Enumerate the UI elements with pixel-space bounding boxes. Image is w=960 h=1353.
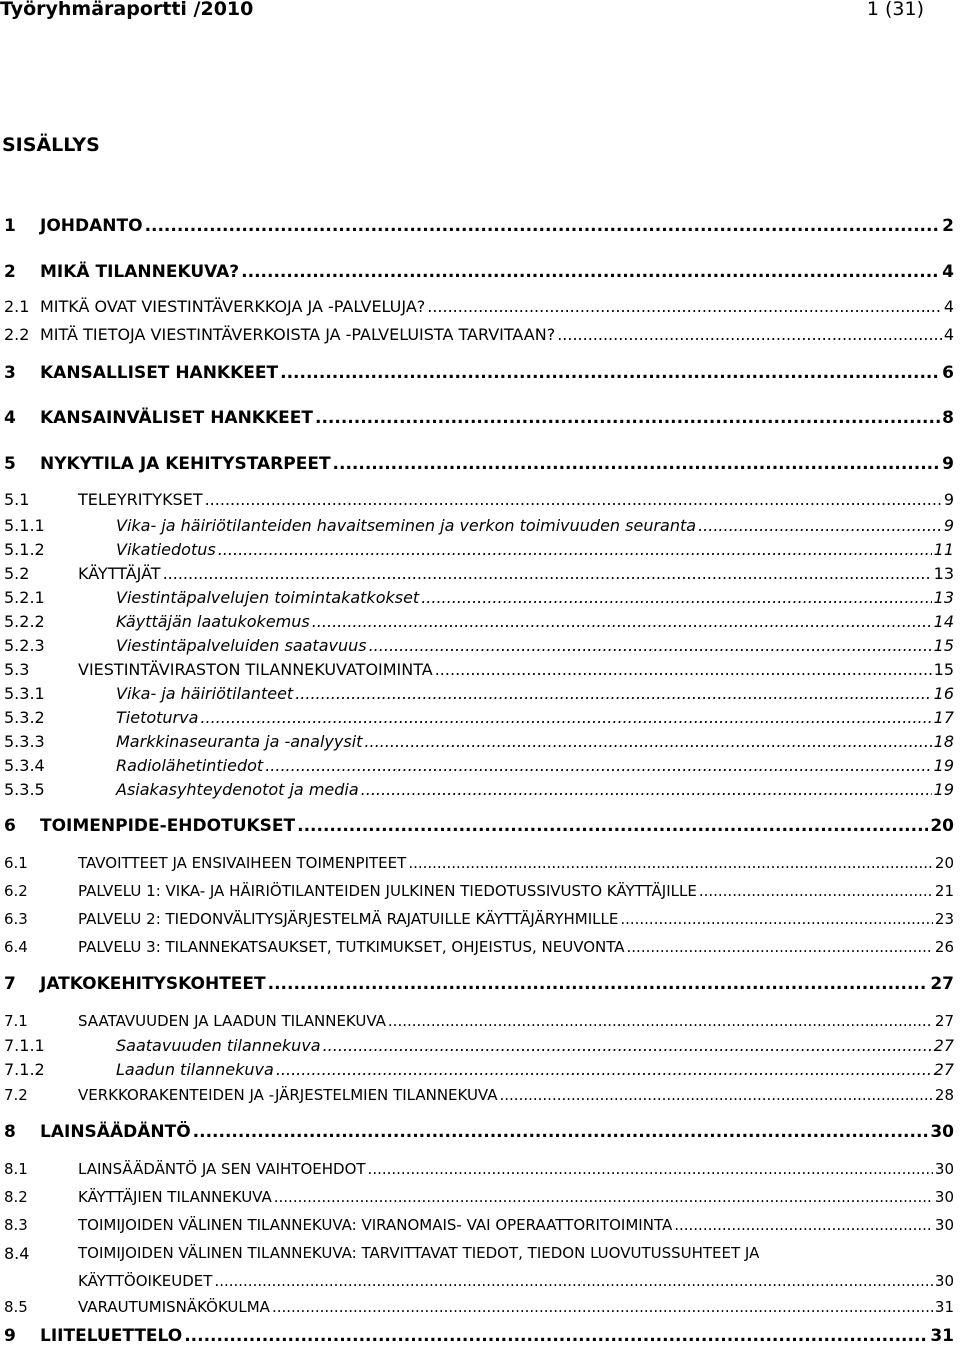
leader-dots [280, 363, 940, 383]
toc-entry-5-3[interactable] [0, 660, 954, 684]
toc-page: 11 [933, 540, 954, 559]
toc-number: 2.1 [4, 297, 30, 316]
toc-number: 6 [4, 816, 16, 836]
toc-label: TELEYRITYKSET [78, 490, 203, 509]
leader-dots [698, 516, 942, 535]
toc-label: Viestintäpalvelujen toimintakatkokset [116, 588, 420, 607]
toc-page: 28 [934, 1086, 954, 1104]
toc-label: Markkinaseuranta ja -analyysit [116, 732, 363, 751]
toc-entry-5-2-1[interactable] [0, 588, 954, 612]
toc-page: 2 [942, 216, 954, 236]
toc-page: 19 [933, 780, 954, 799]
toc-number: 5.2.1 [4, 588, 45, 607]
toc-number: 2 [4, 262, 16, 282]
toc-entry-5-3-1[interactable] [0, 684, 954, 708]
toc-entry-4[interactable] [0, 408, 954, 432]
toc-page: 6 [942, 363, 954, 383]
toc-entry-6-4[interactable] [0, 938, 954, 962]
toc-label: Laadun tilannekuva [116, 1060, 274, 1079]
document-title: Työryhmäraportti /2010 [0, 0, 254, 20]
toc-entry-6-1[interactable] [0, 854, 954, 878]
toc-number: 7 [4, 974, 16, 994]
toc-number: 5.1.1 [4, 516, 45, 535]
leader-dots [674, 1216, 933, 1234]
toc-label: PALVELU 1: VIKA- JA HÄIRIÖTILANTEIDEN JULKINEN TIEDOTUSSIVUSTO KÄYTTÄJILLE [78, 882, 697, 900]
toc-label: KÄYTTÖOIKEUDET [78, 1272, 213, 1290]
toc-number: 7.1.2 [4, 1060, 45, 1079]
leader-dots [163, 564, 932, 583]
toc-page: 27 [933, 1036, 954, 1055]
toc-entry-5-1-1[interactable] [0, 516, 954, 540]
toc-number: 1 [4, 216, 16, 236]
toc-number: 3 [4, 363, 16, 383]
toc-number: 7.2 [4, 1086, 28, 1104]
leader-dots [184, 1326, 928, 1346]
toc-entry-6-2[interactable] [0, 882, 954, 906]
leader-dots [620, 910, 933, 928]
toc-number: 5.3.4 [4, 756, 45, 775]
toc-label: JOHDANTO [40, 216, 143, 236]
toc-label: MIKÄ TILANNEKUVA? [40, 262, 240, 282]
toc-entry-5-3-5[interactable] [0, 780, 954, 804]
toc-label: KÄYTTÄJIEN TILANNEKUVA [78, 1188, 272, 1206]
toc-label: NYKYTILA JA KEHITYSTARPEET [40, 454, 331, 474]
toc-page: 26 [934, 938, 954, 956]
toc-number: 8.5 [4, 1298, 28, 1316]
leader-dots [435, 660, 932, 679]
toc-page: 27 [934, 1012, 954, 1030]
toc-entry-1[interactable] [0, 216, 954, 240]
toc-number: 5.3.3 [4, 732, 45, 751]
toc-entry-8-3[interactable] [0, 1216, 954, 1240]
toc-entry-7-2[interactable] [0, 1086, 954, 1110]
toc-label: KANSALLISET HANKKEET [40, 363, 279, 383]
toc-page: 23 [934, 910, 954, 928]
toc-entry-3[interactable] [0, 363, 954, 387]
leader-dots [145, 216, 941, 236]
toc-page: 27 [930, 974, 954, 994]
toc-page: 4 [943, 297, 954, 316]
toc-label: Saatavuuden tilannekuva [116, 1036, 321, 1055]
toc-entry-2-2[interactable] [0, 325, 954, 349]
leader-dots [218, 540, 932, 559]
toc-page: 30 [930, 1122, 954, 1142]
toc-label: SAATAVUUDEN JA LAADUN TILANNEKUVA [78, 1012, 386, 1030]
leader-dots [500, 1086, 933, 1104]
toc-entry-8-4-cont[interactable] [0, 1272, 954, 1296]
toc-label: VARAUTUMISNÄKÖKULMA [78, 1298, 270, 1316]
toc-entry-2[interactable] [0, 262, 954, 286]
toc-label: Vika- ja häiriötilanteet [116, 684, 294, 703]
toc-label: KANSAINVÄLISET HANKKEET [40, 408, 313, 428]
leader-dots [272, 1298, 933, 1316]
toc-label: JATKOKEHITYSKOHTEET [40, 974, 266, 994]
leader-dots [312, 612, 932, 631]
toc-label: VIESTINTÄVIRASTON TILANNEKUVATOIMINTA [78, 660, 433, 679]
leader-dots [214, 1272, 932, 1290]
toc-page: 31 [934, 1298, 954, 1316]
toc-number: 6.2 [4, 882, 28, 900]
toc-number: 4 [4, 408, 16, 428]
toc-label: TAVOITTEET JA ENSIVAIHEEN TOIMENPITEET [78, 854, 407, 872]
leader-dots [323, 1036, 932, 1055]
leader-dots [295, 684, 931, 703]
toc-number: 7.1.1 [4, 1036, 45, 1055]
toc-number: 7.1 [4, 1012, 28, 1030]
leader-dots [368, 1160, 933, 1178]
toc-heading: SISÄLLYS [2, 134, 100, 156]
toc-page: 17 [933, 708, 954, 727]
toc-number: 8 [4, 1122, 16, 1142]
leader-dots [699, 882, 933, 900]
leader-dots [627, 938, 933, 956]
toc-entry-8-5[interactable] [0, 1298, 954, 1322]
leader-dots [333, 454, 941, 474]
toc-page: 13 [933, 588, 954, 607]
toc-entry-8-4[interactable] [0, 1244, 954, 1268]
leader-dots [369, 636, 932, 655]
toc-page: 20 [930, 816, 954, 836]
toc-label: Asiakasyhteydenotot ja media [116, 780, 359, 799]
leader-dots [241, 262, 940, 282]
toc-label: MITKÄ OVAT VIESTINTÄVERKKOJA JA -PALVELUJA? [40, 297, 426, 316]
toc-label: VERKKORAKENTEIDEN JA -JÄRJESTELMIEN TILANNEKUVA [78, 1086, 498, 1104]
toc-entry-9[interactable] [0, 1326, 954, 1350]
toc-entry-5-3-2[interactable] [0, 708, 954, 732]
leader-dots [297, 816, 928, 836]
toc-entry-5-1-2[interactable] [0, 540, 954, 564]
toc-number: 6.3 [4, 910, 28, 928]
toc-label: TOIMIJOIDEN VÄLINEN TILANNEKUVA: VIRANOMAIS- VAI OPERAATTORITOIMINTA [78, 1216, 673, 1234]
toc-entry-5-1[interactable] [0, 490, 954, 514]
toc-label: MITÄ TIETOJA VIESTINTÄVERKOISTA JA -PALVELUISTA TARVITAAN? [40, 325, 556, 344]
leader-dots [193, 1122, 929, 1142]
toc-label: LAINSÄÄDÄNTÖ [40, 1122, 191, 1142]
toc-label: TOIMENPIDE-EHDOTUKSET [40, 816, 296, 836]
toc-number: 6.4 [4, 938, 28, 956]
leader-dots [200, 708, 931, 727]
leader-dots [274, 1188, 933, 1206]
toc-number: 8.1 [4, 1160, 28, 1178]
leader-dots [408, 854, 933, 872]
toc-number: 5 [4, 454, 16, 474]
toc-number: 6.1 [4, 854, 28, 872]
toc-page: 30 [934, 1272, 954, 1290]
toc-number: 8.4 [4, 1244, 30, 1263]
toc-entry-8-1[interactable] [0, 1160, 954, 1184]
toc-entry-5-3-3[interactable] [0, 732, 954, 756]
toc-page: 4 [943, 325, 954, 344]
leader-dots [557, 325, 942, 344]
toc-page: 19 [933, 756, 954, 775]
toc-entry-7-1[interactable] [0, 1012, 954, 1036]
toc-page: 30 [934, 1188, 954, 1206]
toc-page: 13 [933, 564, 954, 583]
toc-number: 8.3 [4, 1216, 28, 1234]
toc-page: 8 [942, 408, 954, 428]
toc-label: Vika- ja häiriötilanteiden havaitseminen ja verkon toimivuuden seuranta [116, 516, 697, 535]
toc-page: 30 [934, 1160, 954, 1178]
toc-page: 9 [942, 454, 954, 474]
page-count: 1 (31) [866, 0, 924, 20]
toc-label: Vikatiedotus [116, 540, 216, 559]
toc-page: 16 [933, 684, 954, 703]
toc-page: 15 [933, 660, 954, 679]
toc-entry-5-2-3[interactable] [0, 636, 954, 660]
leader-dots [276, 1060, 932, 1079]
toc-entry-7[interactable] [0, 974, 954, 998]
leader-dots [268, 974, 929, 994]
toc-number: 5.2.3 [4, 636, 45, 655]
toc-entry-6[interactable] [0, 816, 954, 840]
toc-number: 5.2 [4, 564, 30, 583]
toc-label: Viestintäpalveluiden saatavuus [116, 636, 367, 655]
toc-entry-5[interactable] [0, 454, 954, 478]
toc-page: 15 [933, 636, 954, 655]
toc-entry-5-2[interactable] [0, 564, 954, 588]
toc-page: 4 [942, 262, 954, 282]
toc-page: 14 [933, 612, 954, 631]
toc-label: Tietoturva [116, 708, 199, 727]
leader-dots [388, 1012, 933, 1030]
toc-number: 9 [4, 1326, 16, 1346]
toc-number: 5.3 [4, 660, 30, 679]
toc-entry-5-3-4[interactable] [0, 756, 954, 780]
toc-entry-7-1-2[interactable] [0, 1060, 954, 1084]
toc-number: 8.2 [4, 1188, 28, 1206]
page-header [0, 0, 960, 22]
toc-label: TOIMIJOIDEN VÄLINEN TILANNEKUVA: TARVITTAVAT TIEDOT, TIEDON LUOVUTUSSUHTEET JA [78, 1244, 760, 1262]
toc-number: 5.3.2 [4, 708, 45, 727]
toc-entry-5-2-2[interactable] [0, 612, 954, 636]
toc-entry-8-2[interactable] [0, 1188, 954, 1212]
toc-number: 5.2.2 [4, 612, 45, 631]
toc-label: LIITELUETTELO [40, 1326, 183, 1346]
toc-page: 18 [933, 732, 954, 751]
toc-page: 9 [943, 516, 954, 535]
toc-label: KÄYTTÄJÄT [78, 564, 161, 583]
toc-number: 5.3.1 [4, 684, 45, 703]
leader-dots [205, 490, 942, 509]
toc-page: 31 [930, 1326, 954, 1346]
toc-page: 20 [934, 854, 954, 872]
leader-dots [421, 588, 931, 607]
toc-number: 5.3.5 [4, 780, 45, 799]
leader-dots [427, 297, 942, 316]
toc-label: PALVELU 3: TILANNEKATSAUKSET, TUTKIMUKSET, OHJEISTUS, NEUVONTA [78, 938, 625, 956]
leader-dots [364, 732, 931, 751]
toc-number: 2.2 [4, 325, 30, 344]
toc-entry-2-1[interactable] [0, 297, 954, 321]
toc-number: 5.1 [4, 490, 30, 509]
toc-entry-7-1-1[interactable] [0, 1036, 954, 1060]
toc-page: 21 [934, 882, 954, 900]
leader-dots [265, 756, 931, 775]
toc-entry-6-3[interactable] [0, 910, 954, 934]
leader-dots [361, 780, 932, 799]
toc-page: 27 [933, 1060, 954, 1079]
toc-page: 30 [934, 1216, 954, 1234]
toc-label: Käyttäjän laatukokemus [116, 612, 310, 631]
toc-entry-8[interactable] [0, 1122, 954, 1146]
toc-page: 9 [943, 490, 954, 509]
toc-label: PALVELU 2: TIEDONVÄLITYSJÄRJESTELMÄ RAJATUILLE KÄYTTÄJÄRYHMILLE [78, 910, 619, 928]
toc-number: 5.1.2 [4, 540, 45, 559]
toc-label: LAINSÄÄDÄNTÖ JA SEN VAIHTOEHDOT [78, 1160, 366, 1178]
leader-dots [315, 408, 940, 428]
toc-label: Radiolähetintiedot [116, 756, 264, 775]
